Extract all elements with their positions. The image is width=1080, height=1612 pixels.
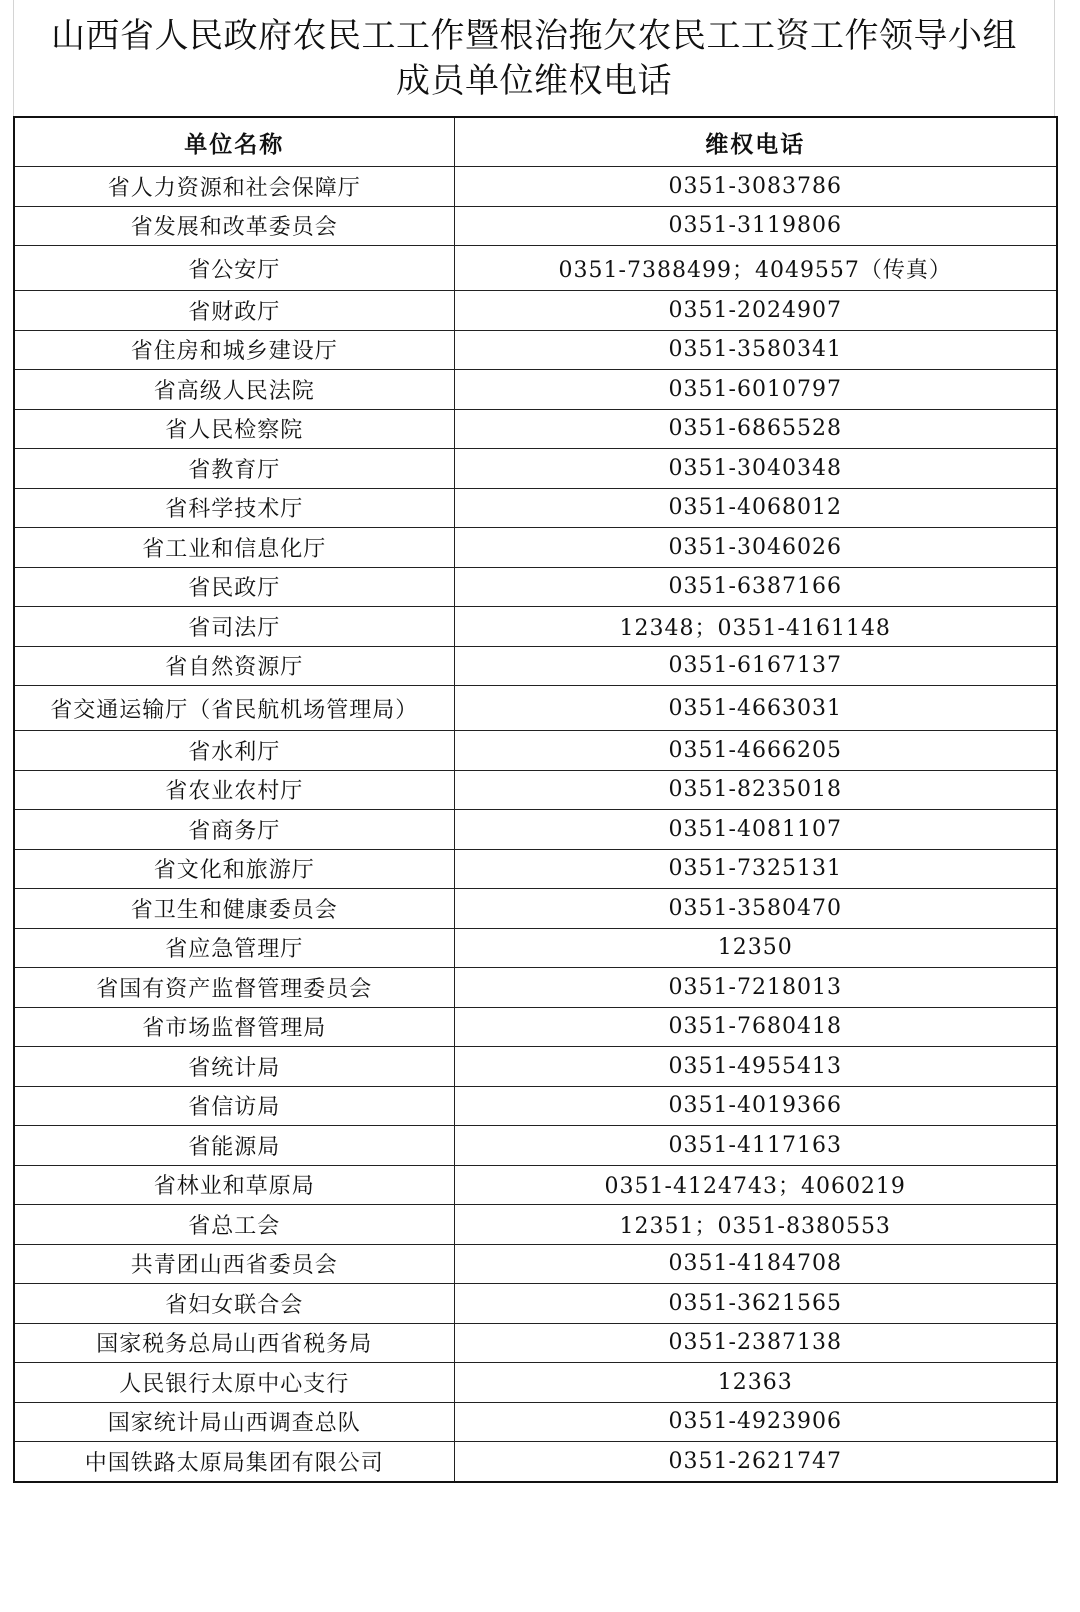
document-title [14, 14, 1054, 104]
phone-cell: 0351-4923906 [454, 1402, 1057, 1442]
phone-cell: 0351-7680418 [454, 1007, 1057, 1047]
phone-cell: 0351-4019366 [454, 1086, 1057, 1126]
table-row [14, 607, 1057, 647]
table-row [14, 968, 1057, 1008]
phone-cell: 0351-4081107 [454, 810, 1057, 850]
unit-name-cell: 省统计局 [14, 1047, 454, 1087]
table-row [14, 488, 1057, 528]
phone-cell: 0351-4663031 [454, 686, 1057, 731]
table-row [14, 770, 1057, 810]
phone-cell: 0351-4955413 [454, 1047, 1057, 1087]
unit-name-cell: 省卫生和健康委员会 [14, 889, 454, 929]
unit-name-cell: 共青团山西省委员会 [14, 1244, 454, 1284]
unit-name-cell: 省教育厅 [14, 449, 454, 489]
table-row [14, 1442, 1057, 1482]
phone-cell: 12351；0351-8380553 [454, 1205, 1057, 1245]
contact-table [13, 116, 1058, 1483]
table-row [14, 928, 1057, 968]
unit-name-cell: 省司法厅 [14, 607, 454, 647]
table-row [14, 889, 1057, 929]
phone-cell: 0351-4124743；4060219 [454, 1165, 1057, 1205]
phone-cell: 0351-2621747 [454, 1442, 1057, 1482]
phone-cell: 0351-3046026 [454, 528, 1057, 568]
unit-name-cell: 省农业农村厅 [14, 770, 454, 810]
table-row [14, 810, 1057, 850]
table-row [14, 1165, 1057, 1205]
table-row [14, 567, 1057, 607]
phone-cell: 0351-4117163 [454, 1126, 1057, 1166]
unit-name-cell: 中国铁路太原局集团有限公司 [14, 1442, 454, 1482]
phone-cell: 0351-3083786 [454, 167, 1057, 207]
unit-name-cell: 省民政厅 [14, 567, 454, 607]
unit-name-cell: 省交通运输厅（省民航机场管理局） [14, 686, 454, 731]
column-header-phone: 维权电话 [454, 117, 1057, 167]
unit-name-cell: 人民银行太原中心支行 [14, 1363, 454, 1403]
table-row [14, 291, 1057, 331]
phone-cell: 0351-8235018 [454, 770, 1057, 810]
table-row [14, 449, 1057, 489]
unit-name-cell: 省水利厅 [14, 731, 454, 771]
table-row [14, 1284, 1057, 1324]
table-row [14, 1402, 1057, 1442]
phone-cell: 0351-6167137 [454, 646, 1057, 686]
unit-name-cell: 省公安厅 [14, 246, 454, 291]
table-row [14, 1205, 1057, 1245]
unit-name-cell: 国家统计局山西调查总队 [14, 1402, 454, 1442]
table-row [14, 528, 1057, 568]
unit-name-cell: 省市场监督管理局 [14, 1007, 454, 1047]
unit-name-cell: 省能源局 [14, 1126, 454, 1166]
unit-name-cell: 省科学技术厅 [14, 488, 454, 528]
phone-cell: 0351-7388499；4049557（传真） [454, 246, 1057, 291]
table-row [14, 206, 1057, 246]
document-title-line1: 山西省人民政府农民工工作暨根治拖欠农民工工资工作领导小组 [51, 16, 1017, 56]
unit-name-cell: 省信访局 [14, 1086, 454, 1126]
unit-name-cell: 省住房和城乡建设厅 [14, 330, 454, 370]
table-row [14, 409, 1057, 449]
unit-name-cell: 国家税务总局山西省税务局 [14, 1323, 454, 1363]
phone-cell: 0351-3580341 [454, 330, 1057, 370]
unit-name-cell: 省高级人民法院 [14, 370, 454, 410]
unit-name-cell: 省人力资源和社会保障厅 [14, 167, 454, 207]
phone-cell: 12363 [454, 1363, 1057, 1403]
sheet-gridline-right [1054, 0, 1055, 116]
table-row [14, 330, 1057, 370]
table-row [14, 167, 1057, 207]
phone-cell: 12348；0351-4161148 [454, 607, 1057, 647]
unit-name-cell: 省工业和信息化厅 [14, 528, 454, 568]
table-row [14, 246, 1057, 291]
unit-name-cell: 省总工会 [14, 1205, 454, 1245]
table-row [14, 1007, 1057, 1047]
phone-cell: 0351-6865528 [454, 409, 1057, 449]
unit-name-cell: 省发展和改革委员会 [14, 206, 454, 246]
unit-name-cell: 省妇女联合会 [14, 1284, 454, 1324]
phone-cell: 0351-7218013 [454, 968, 1057, 1008]
table-row [14, 731, 1057, 771]
table-row [14, 686, 1057, 731]
phone-cell: 0351-7325131 [454, 849, 1057, 889]
table-row [14, 1323, 1057, 1363]
table-row [14, 1086, 1057, 1126]
table-row [14, 370, 1057, 410]
table-row [14, 1244, 1057, 1284]
table-row [14, 646, 1057, 686]
phone-cell: 0351-4666205 [454, 731, 1057, 771]
unit-name-cell: 省国有资产监督管理委员会 [14, 968, 454, 1008]
document-title-line2: 成员单位维权电话 [396, 61, 672, 101]
unit-name-cell: 省商务厅 [14, 810, 454, 850]
phone-cell: 12350 [454, 928, 1057, 968]
phone-cell: 0351-4068012 [454, 488, 1057, 528]
unit-name-cell: 省文化和旅游厅 [14, 849, 454, 889]
phone-cell: 0351-3580470 [454, 889, 1057, 929]
phone-cell: 0351-4184708 [454, 1244, 1057, 1284]
table-row [14, 1363, 1057, 1403]
phone-cell: 0351-6387166 [454, 567, 1057, 607]
column-header-name: 单位名称 [14, 117, 454, 167]
phone-cell: 0351-6010797 [454, 370, 1057, 410]
unit-name-cell: 省林业和草原局 [14, 1165, 454, 1205]
unit-name-cell: 省人民检察院 [14, 409, 454, 449]
table-row [14, 849, 1057, 889]
table-row [14, 1126, 1057, 1166]
table-row [14, 1047, 1057, 1087]
unit-name-cell: 省应急管理厅 [14, 928, 454, 968]
unit-name-cell: 省自然资源厅 [14, 646, 454, 686]
phone-cell: 0351-3040348 [454, 449, 1057, 489]
phone-cell: 0351-2024907 [454, 291, 1057, 331]
table-body [14, 167, 1057, 1482]
phone-cell: 0351-3621565 [454, 1284, 1057, 1324]
phone-cell: 0351-3119806 [454, 206, 1057, 246]
phone-cell: 0351-2387138 [454, 1323, 1057, 1363]
unit-name-cell: 省财政厅 [14, 291, 454, 331]
table-header-row [14, 117, 1057, 167]
